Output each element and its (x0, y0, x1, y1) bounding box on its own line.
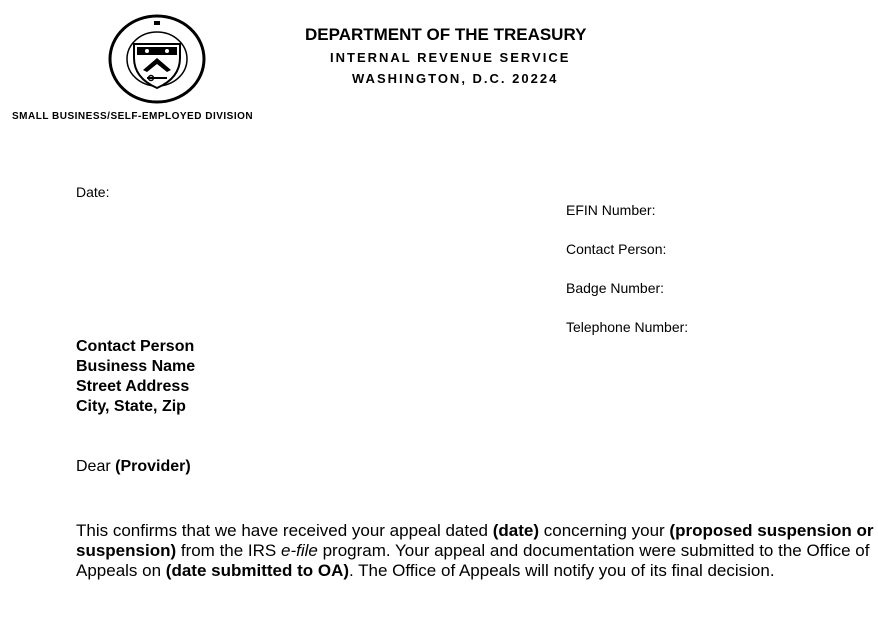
agency-address: WASHINGTON, D.C. 20224 (352, 71, 559, 86)
contact-person-label: Contact Person: (566, 241, 667, 257)
body-placeholder-date: (date) (492, 521, 540, 540)
recipient-business-name: Business Name (76, 358, 196, 375)
badge-number-label: Badge Number: (566, 280, 665, 296)
recipient-street-address: Street Address (76, 378, 190, 395)
body-text-5: . The Office of Appeals will notify you of its final decision. (349, 561, 775, 580)
salutation-name: (Provider) (115, 458, 191, 475)
body-text-1: This confirms that we have received your appeal dated (76, 521, 493, 540)
telephone-number-label: Telephone Number: (566, 319, 689, 335)
body-placeholder-suspension: (proposed suspension or suspension) (76, 521, 874, 560)
treasury-seal-logo (107, 14, 207, 104)
recipient-address-block (76, 337, 195, 417)
body-efile-term: e-file (281, 541, 318, 560)
body-text-2: concerning your (539, 521, 670, 540)
date-label: Date: (76, 184, 110, 200)
salutation-prefix: Dear (76, 458, 116, 475)
agency-name: INTERNAL REVENUE SERVICE (330, 50, 571, 65)
body-placeholder-date-submitted: (date submitted to OA) (165, 561, 350, 580)
department-title: DEPARTMENT OF THE TREASURY (305, 25, 587, 44)
recipient-city-state-zip: City, State, Zip (76, 398, 186, 415)
salutation (76, 458, 191, 476)
efin-number-label: EFIN Number: (566, 202, 656, 218)
recipient-contact-person: Contact Person (76, 338, 195, 355)
division-name: SMALL BUSINESS/SELF-EMPLOYED DIVISION (12, 111, 254, 122)
body-paragraph (76, 521, 876, 581)
body-text-3: from the IRS (176, 541, 281, 560)
body-text-4: program. Your appeal and documentation were submitted to the Office of Appeals on (76, 541, 870, 580)
